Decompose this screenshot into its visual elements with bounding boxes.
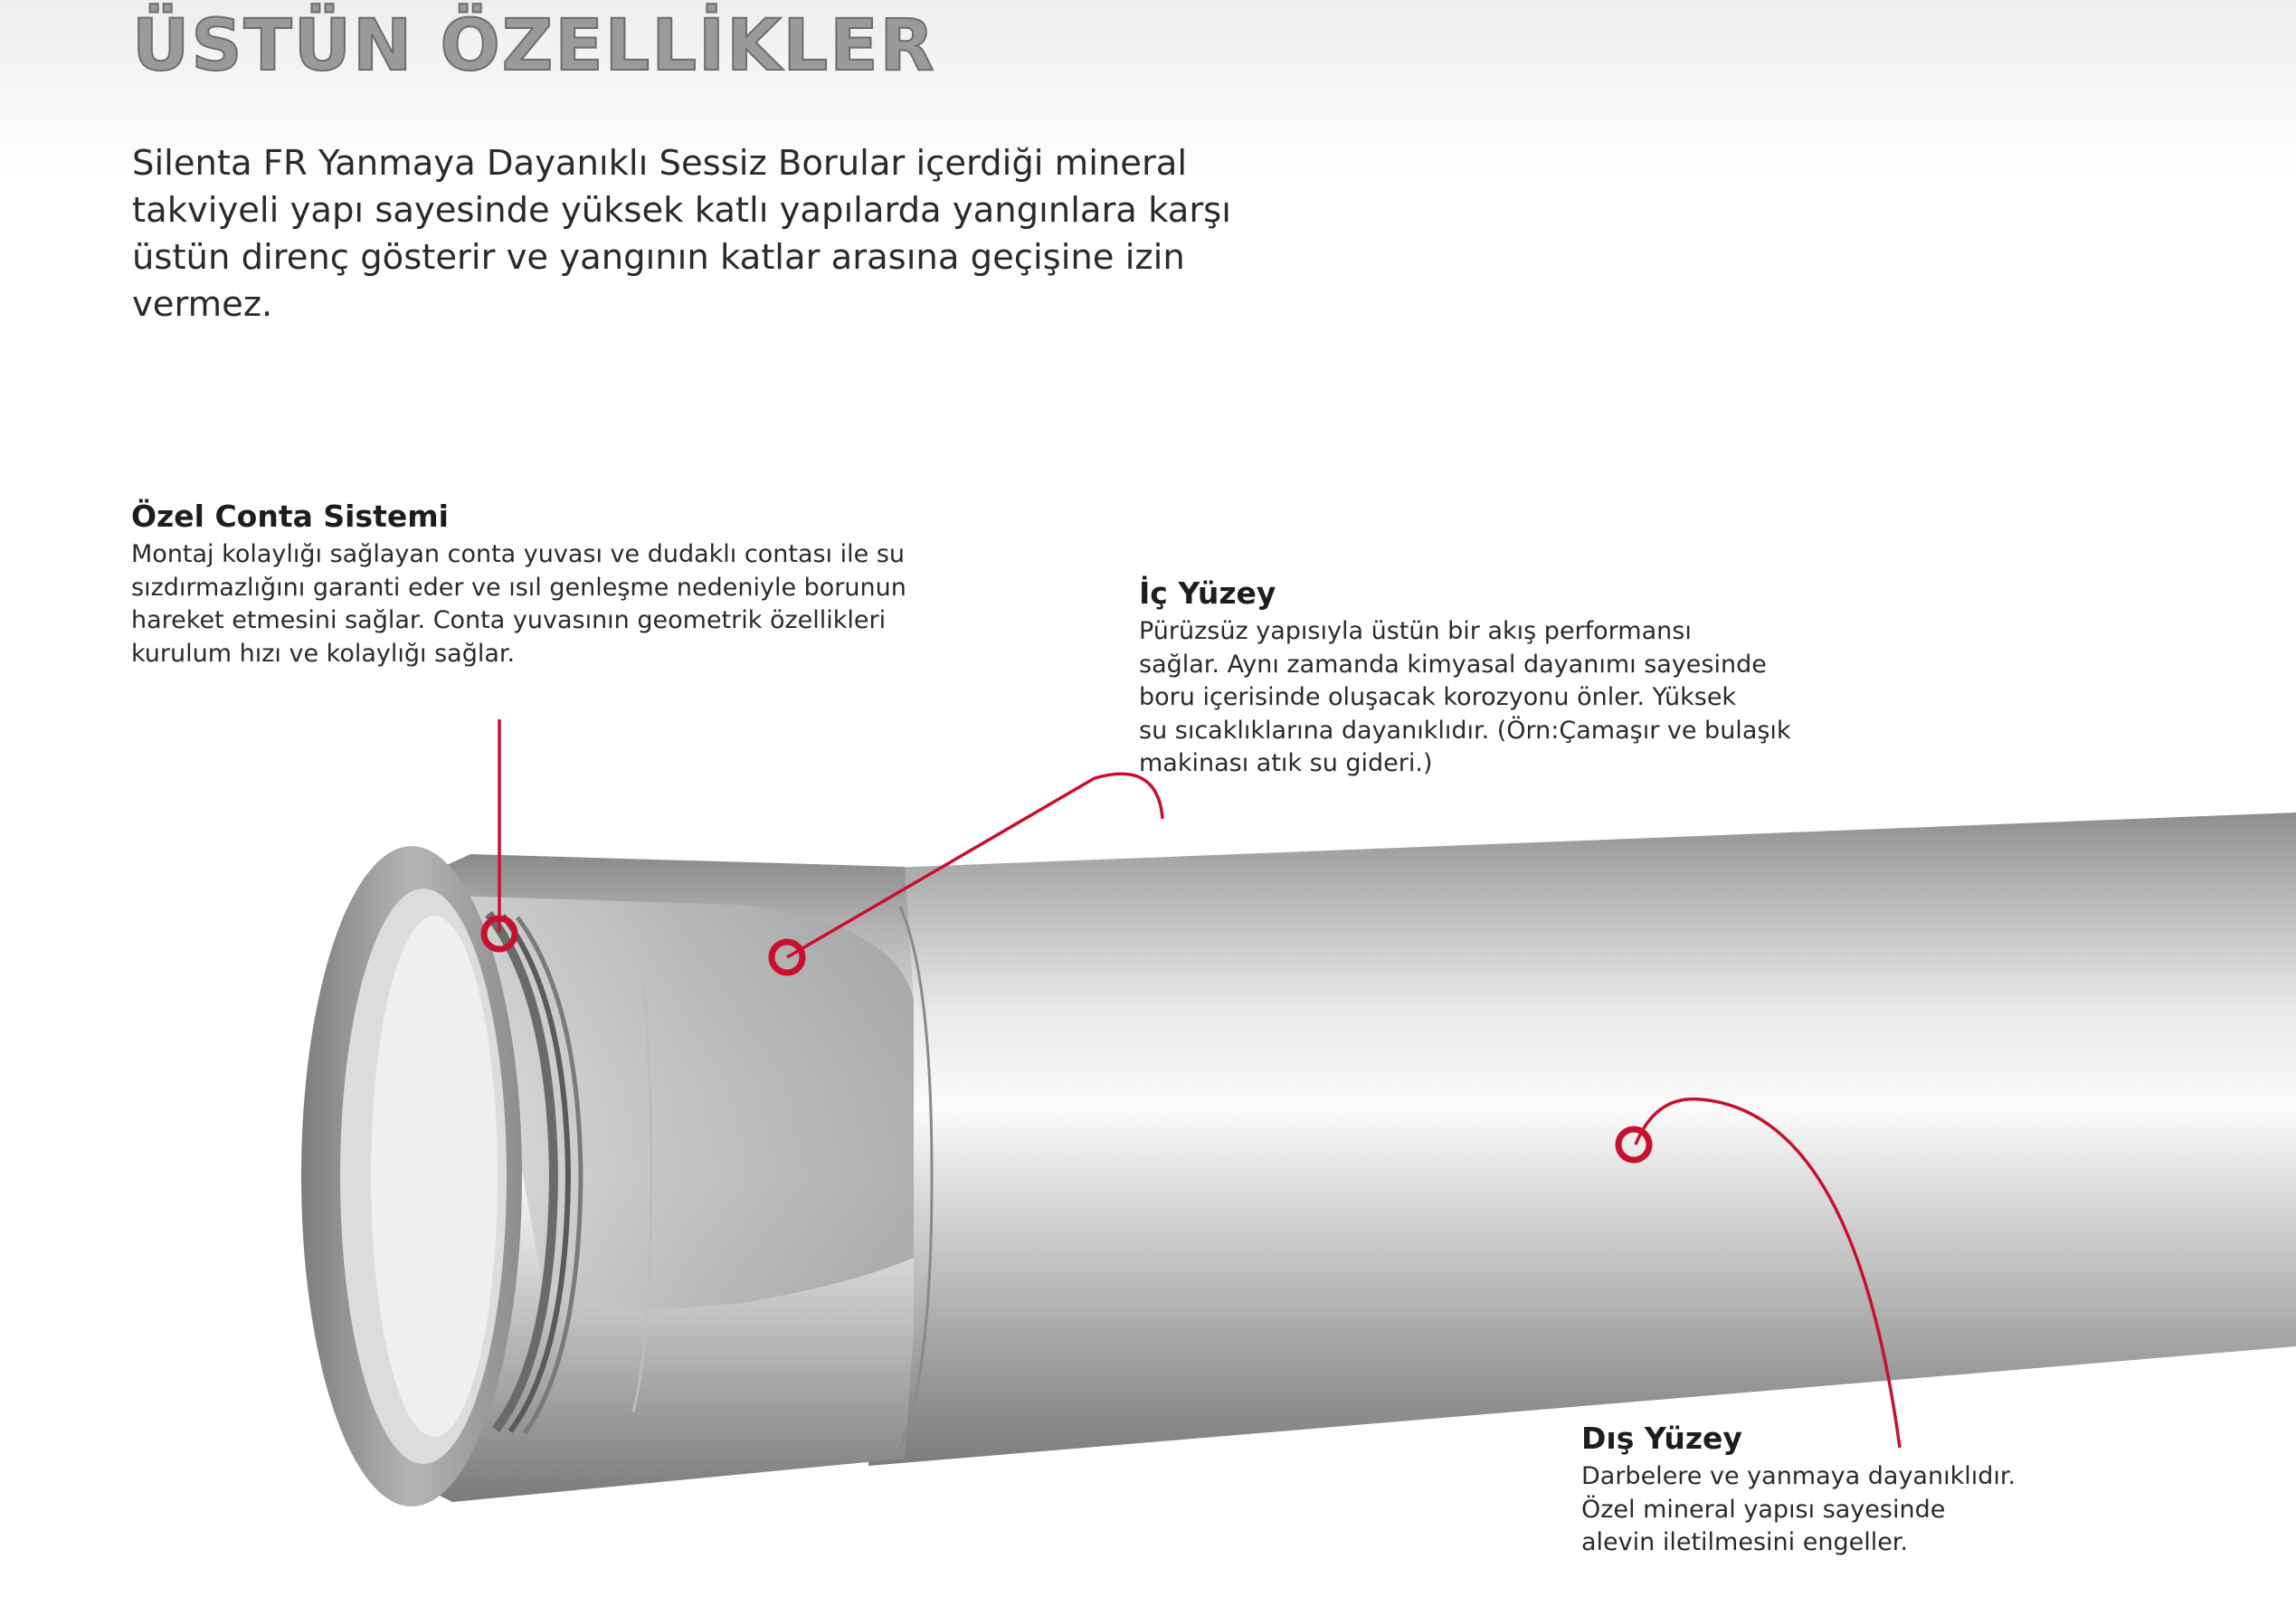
- feature-title: Özel Conta Sistemi: [131, 499, 449, 534]
- feature-title: İç Yüzey: [1139, 575, 1276, 611]
- page-title: ÜSTÜN ÖZELLİKLER: [132, 5, 936, 87]
- pipe-opening: [371, 916, 498, 1437]
- intro-paragraph: Silenta FR Yanmaya Dayanıklı Sessiz Borular içerdiği mineral takviyeli yapı sayesinde yüksek katlı yapılarda yangınlara karşı üstün direnç gösterir ve yangının katlar arasına geçişine izin vermez.: [132, 143, 1231, 325]
- feature-description: Montaj kolaylığı sağlayan conta yuvası ve dudaklı contası ile su sızdırmazlığını garanti eder ve ısıl genleşme nedeniyle borunun hareket etmesini sağlar. Conta yuvasının geometrik özellikleri kurulum hızı ve kolaylığı sağlar.: [131, 540, 906, 668]
- pipe-body: [868, 813, 2296, 1466]
- feature-description: Darbelere ve yanmaya dayanıklıdır. Özel mineral yapısı sayesinde alevin iletilmesini engeller.: [1581, 1462, 2016, 1556]
- feature-description: Pürüzsüz yapısıyla üstün bir akış performansı sağlar. Aynı zamanda kimyasal dayanımı sayesinde boru içerisinde oluşacak korozyonu önler. Yüksek su sıcaklıklarına dayanıklıdır. (Örn:Çamaşır ve bulaşık makinası atık su gideri.): [1139, 617, 1791, 777]
- feature-title: Dış Yüzey: [1581, 1421, 1742, 1456]
